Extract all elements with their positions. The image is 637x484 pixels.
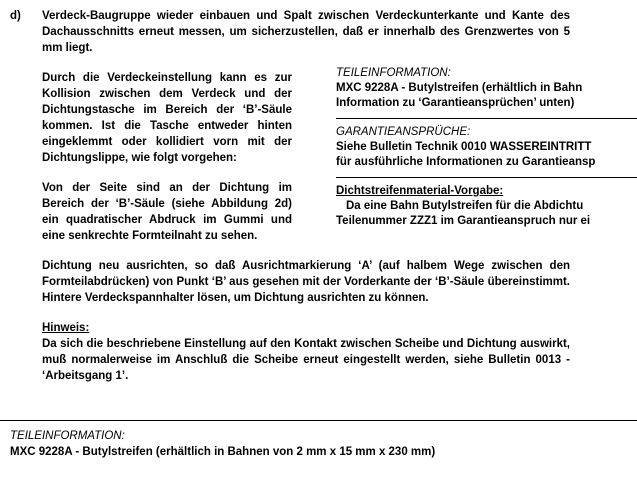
paragraph-3: Von der Seite sind an der Dichtung im Bereich der ‘B’-Säule (siehe Abbildung 2d) ein quadratischer Abdruck im Gummi und eine senkrechte Formteilnaht zu sehen. xyxy=(42,182,292,242)
callout-title: TEILEINFORMATION: xyxy=(336,67,451,79)
callout-column xyxy=(336,60,637,236)
callout-line: Da eine Bahn Butylstreifen für die Abdichtu xyxy=(346,200,584,212)
footer-text: MXC 9228A - Butylstreifen (erhältlich in Bahnen von 2 mm x 15 mm x 230 mm) xyxy=(10,446,436,458)
paragraph-1: Verdeck-Baugruppe wieder einbauen und Spalt zwischen Verdeckunterkante und Kante des Dachausschnitts erneut messen, um sicherzustellen, daß er innerhalb des Grenzwertes von 5 mm liegt. xyxy=(42,10,570,54)
note-text: Da sich die beschriebene Einstellung auf den Kontakt zwischen Scheibe und Dichtung auswirkt, muß normalerweise im Anschluß die Scheibe erneut eingestellt werden, siehe Bulletin 0013 - ‘Arbeitsgang 1’. xyxy=(42,338,570,382)
callout-sealing-strip-material xyxy=(336,177,637,236)
footer-parts-information xyxy=(10,428,627,460)
callout-title: GARANTIEANSPRÜCHE: xyxy=(336,126,471,138)
paragraph-2: Durch die Verdeckeinstellung kann es zur Kollision zwischen dem Verdeck und der Dichtungstasche im Bereich der ‘B’-Säule kommen. Ist die Tasche entweder hinten eingeklemmt oder kollidiert vorn mit der Dichtungslippe, wie folgt vorgehen: xyxy=(42,72,292,164)
footer-divider xyxy=(0,420,637,421)
paragraph-4: Dichtung neu ausrichten, so daß Ausrichtmarkierung ‘A’ (auf halbem Wege zwischen den Formteilabdrücken) von Punkt ‘B’ aus gesehen mit der Vorderkante der ‘B’-Säule übereinstimmt. Hintere Verdeckspannhalter lösen, um Dichtung ausrichten zu können. xyxy=(42,260,570,304)
callout-line: Teilenummer ZZZ1 im Garantieanspruch nur ei xyxy=(336,215,591,227)
callout-line: Siehe Bulletin Technik 0010 WASSEREINTRITT xyxy=(336,141,592,153)
callout-line: MXC 9228A - Butylstreifen (erhältlich in Bahn xyxy=(336,82,583,94)
list-item-marker: d) xyxy=(10,10,21,22)
callout-line: für ausführliche Informationen zu Garantieansp xyxy=(336,156,596,168)
callout-title: Dichtstreifenmaterial-Vorgabe: xyxy=(336,185,504,197)
callout-warranty-claims xyxy=(336,118,637,177)
note-heading: Hinweis: xyxy=(42,322,90,334)
callout-parts-information xyxy=(336,60,637,118)
callout-line: Information zu ‘Garantieansprüchen’ unten) xyxy=(336,97,575,109)
footer-title: TEILEINFORMATION: xyxy=(10,430,125,442)
